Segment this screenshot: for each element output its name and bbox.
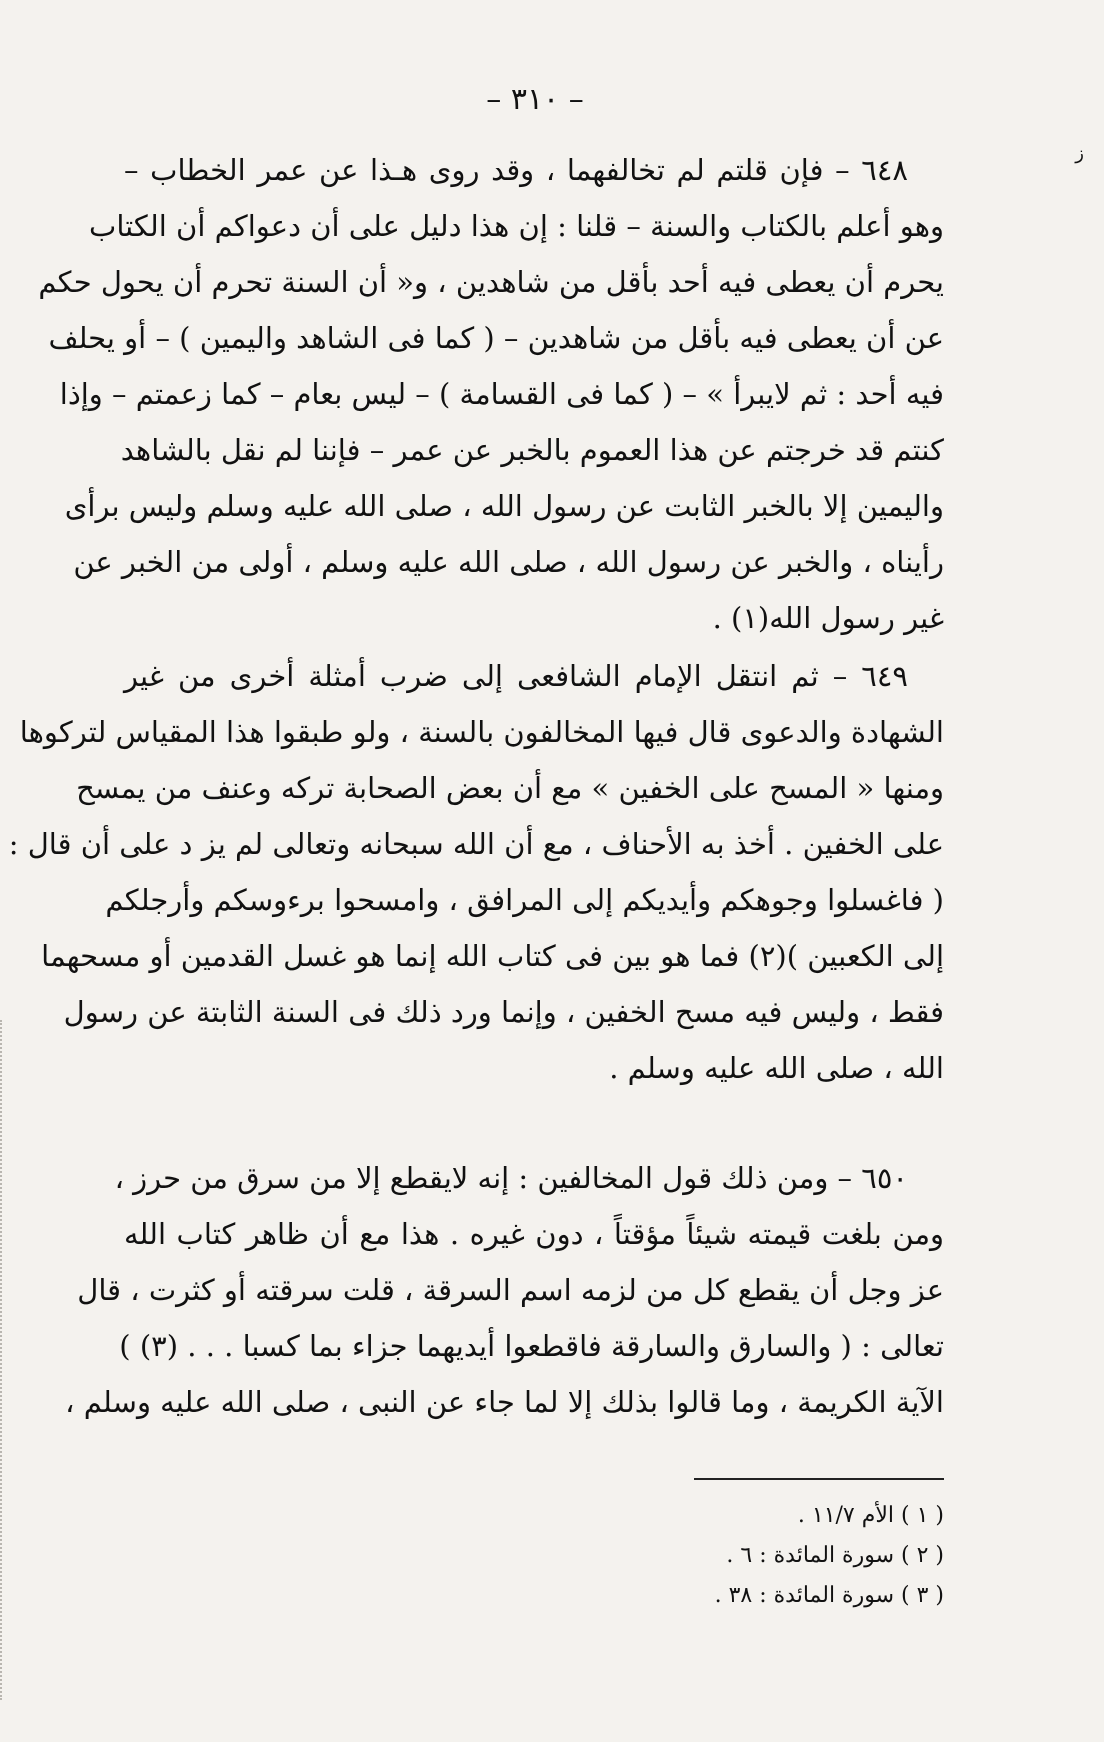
text-line: الشهادة والدعوى قال فيها المخالفون بالسنة ، ولو طبقوا هذا المقياس لتركوها	[19, 715, 944, 749]
text-line: وهو أعلم بالكتاب والسنة – قلنا : إن هذا دليل على أن دعواكم أن الكتاب	[89, 209, 944, 243]
paragraph-650	[65, 1150, 944, 1430]
text-line: الآية الكريمة ، وما قالوا بذلك إلا لما جاء عن النبى ، صلى الله عليه وسلم ،	[65, 1385, 944, 1419]
text-line: عز وجل أن يقطع كل من لزمه اسم السرقة ، قلت سرقته أو كثرت ، قال	[77, 1273, 944, 1307]
footnote-3: ( ٣ ) سورة المائدة : ٣٨ .	[714, 1583, 944, 1608]
text-line: ومنها « المسح على الخفين » مع أن بعض الصحابة تركه وعنف من يمسح	[76, 771, 944, 805]
text-line: يحرم أن يعطى فيه أحد بأقل من شاهدين ، و« أن السنة تحرم أن يحول حكم	[38, 265, 944, 299]
margin-mark: ز	[1075, 143, 1084, 164]
text-line: فيه أحد : ثم لايبرأ » – ( كما فى القسامة ) – ليس بعام – كما زعمتم – وإذا	[59, 377, 944, 411]
text-line: ( فاغسلوا وجوهكم وأيديكم إلى المرافق ، وامسحوا برءوسكم وأرجلكم	[105, 883, 944, 917]
text-line: تعالى : ( والسارق والسارقة فاقطعوا أيديهما جزاء بما كسبا . . . (٣) )	[119, 1329, 944, 1363]
text-line: كنتم قد خرجتم عن هذا العموم بالخبر عن عمر – فإننا لم نقل بالشاهد	[120, 433, 944, 467]
paragraph-649	[8, 648, 944, 1096]
scan-edge-specks	[0, 1020, 8, 1700]
footnote-2: ( ٢ ) سورة المائدة : ٦ .	[726, 1543, 944, 1568]
page-number: – ٣١٠ –	[486, 82, 584, 117]
text-line: عن أن يعطى فيه بأقل من شاهدين – ( كما فى الشاهد واليمين ) – أو يحلف	[48, 321, 944, 355]
footnote-divider	[694, 1478, 944, 1480]
text-line: إلى الكعبين )(٢) فما هو بين فى كتاب الله إنما هو غسل القدمين أو مسحهما	[41, 939, 944, 973]
footnotes	[544, 1496, 944, 1616]
text-line: ٦٤٨ – فإن قلتم لم تخالفهما ، وقد روى هـذا عن عمر الخطاب –	[124, 153, 908, 187]
text-line: ٦٤٩ – ثم انتقل الإمام الشافعى إلى ضرب أمثلة أخرى من غير	[124, 659, 908, 693]
text-line: على الخفين . أخذ به الأحناف ، مع أن الله سبحانه وتعالى لم يز د على أن قال :	[8, 827, 944, 861]
text-line: واليمين إلا بالخبر الثابت عن رسول الله ، صلى الله عليه وسلم وليس برأى	[64, 489, 944, 523]
text-line: غير رسول الله(١) .	[712, 601, 944, 635]
text-line: الله ، صلى الله عليه وسلم .	[609, 1051, 944, 1085]
footnote-1: ( ١ ) الأم ١١/٧ .	[797, 1503, 944, 1528]
paragraph-648	[38, 142, 944, 646]
text-line: ٦٥٠ – ومن ذلك قول المخالفين : إنه لايقطع إلا من سرق من حرز ،	[114, 1161, 908, 1195]
text-line: فقط ، وليس فيه مسح الخفين ، وإنما ورد ذلك فى السنة الثابتة عن رسول	[63, 995, 944, 1029]
text-line: رأيناه ، والخبر عن رسول الله ، صلى الله عليه وسلم ، أولى من الخبر عن	[73, 545, 944, 579]
text-line: ومن بلغت قيمته شيئاً مؤقتاً ، دون غيره . هذا مع أن ظاهر كتاب الله	[124, 1217, 944, 1251]
